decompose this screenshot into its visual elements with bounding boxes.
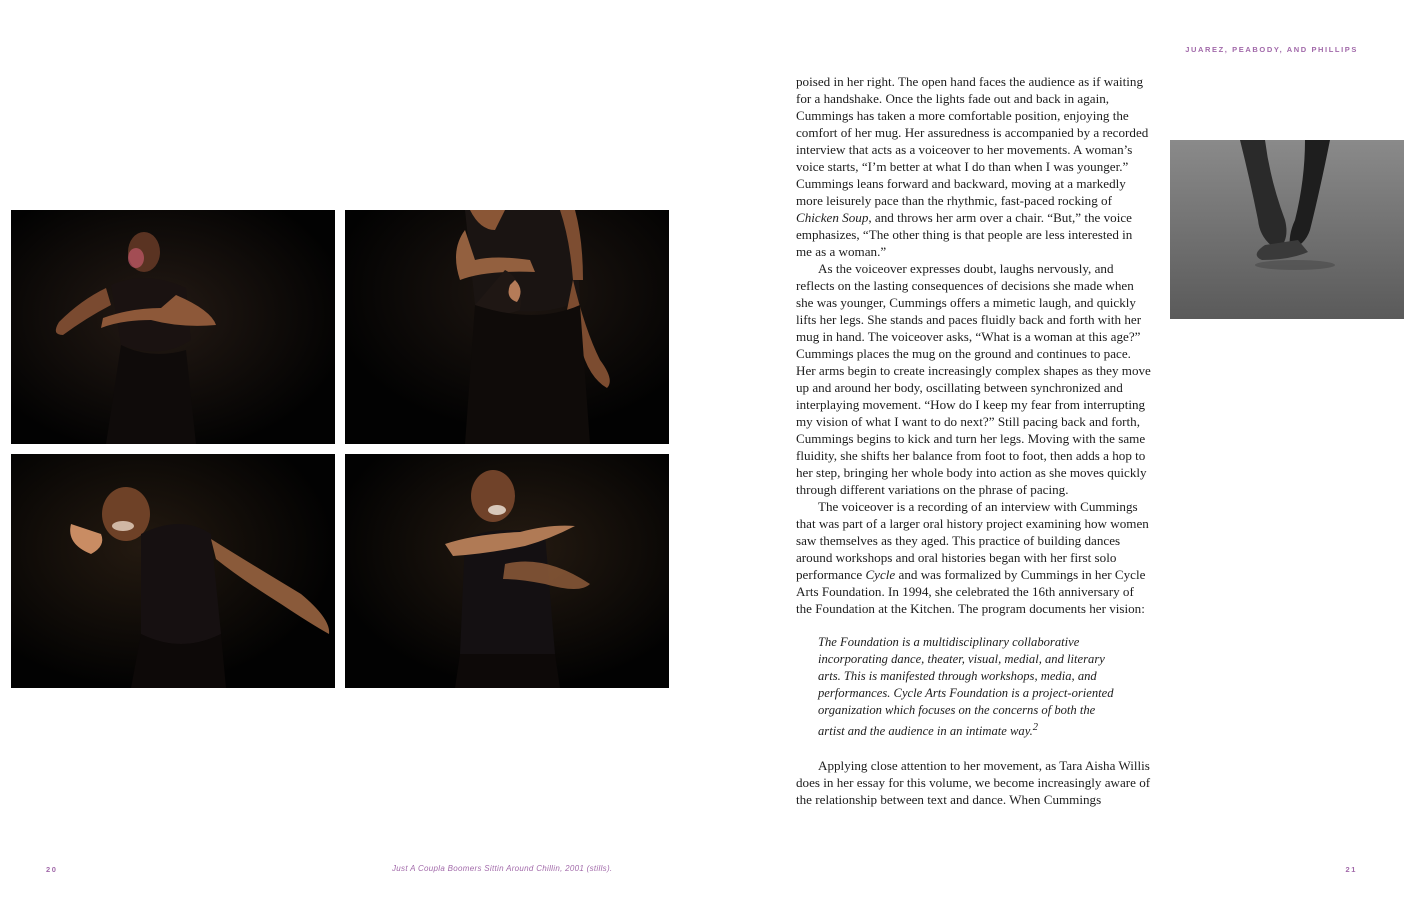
paragraph-text: and was formalized by Cummings in her Cycle Arts Foundation. In 1994, she celebrated the 16th anniversary of the Foundation at the Kitchen. The program documents her vision: [796, 567, 1146, 616]
paragraph-text: poised in her right. The open hand faces the audience as if waiting for a handshake. Once the lights fade out and back in again, Cummings has taken a more comfortable position, enjoying the comfort of her mug. Her assuredness is accompanied by a recorded interview that acts as a voiceover to her movements. A woman’s voice starts, “I’m better at what I do than when I was younger.” Cummings leans forward and backward, moving at a markedly more leisurely pace than the rhythmic, fast-paced rocking of [796, 74, 1149, 208]
block-quote [818, 634, 1118, 740]
dancer-still-image [11, 454, 335, 688]
dancer-still-image [11, 210, 335, 444]
dancer-still-image [345, 210, 669, 444]
paragraph: As the voiceover expresses doubt, laughs nervously, and reflects on the lasting consequences of decisions she made when she was younger, Cummings offers a mimetic laugh, and quickly lifts her legs. She stands and paces fluidly back and forth with her mug in hand. The voiceover asks, “What is a woman at this age?” Cummings places the mug on the ground and continues to pace. Her arms begin to create increasingly complex shapes as they move up and around her body, oscillating between synchronized and interplaying movement. “How do I keep my fear from interrupting my vision of what I want to do next?” Still pacing back and forth, Cummings begins to kick and turn her legs. Moving with the same fluidity, she shifts her balance from foot to foot, then adds a hop to her step, bringing her whole body into action as she moves quickly through different variations on the phrase of pacing. [796, 261, 1151, 497]
paragraph: Applying close attention to her movement, as Tara Aisha Willis does in her essay for this volume, we become increasingly aware of the relationship between text and dance. When Cummings [796, 758, 1151, 808]
paragraph [796, 73, 1151, 260]
video-still-1 [11, 210, 335, 444]
body-text-column [796, 73, 1151, 808]
image-caption: Just A Coupla Boomers Sittin Around Chillin, 2001 (stills). [392, 864, 613, 873]
quote-text: The Foundation is a multidisciplinary collaborative incorporating dance, theater, visual, medial, and literary arts. This is manifested through workshops, media, and performances. Cycle Arts Foundation is a project-oriented organization which focuses on the concerns of both the artist and the audience in an intimate way. [818, 635, 1114, 739]
video-still-3 [11, 454, 335, 688]
work-title: Chicken Soup [796, 210, 869, 225]
video-still-2 [345, 210, 669, 444]
running-head: JUAREZ, PEABODY, AND PHILLIPS [1185, 45, 1358, 54]
page-number-left: 20 [46, 865, 58, 874]
feet-on-grass-photo [1170, 140, 1404, 319]
paragraph-text: , and throws her arm over a chair. “But,” the voice emphasizes, “The other thing is that people are less interested in me as a woman.” [796, 210, 1133, 259]
paragraph [796, 498, 1151, 617]
video-still-4 [345, 454, 669, 688]
dancer-still-image [345, 454, 669, 688]
feet-photo-image [1170, 140, 1404, 319]
work-title: Cycle [865, 567, 896, 582]
paragraph-text: The voiceover is a recording of an interview with Cummings that was part of a larger oral history project examining how women saw themselves as they aged. This practice of building dances around workshops and oral histories began with her first solo performance [796, 499, 1149, 582]
footnote-marker: 2 [1032, 722, 1039, 733]
page-number-right: 21 [1345, 865, 1357, 874]
